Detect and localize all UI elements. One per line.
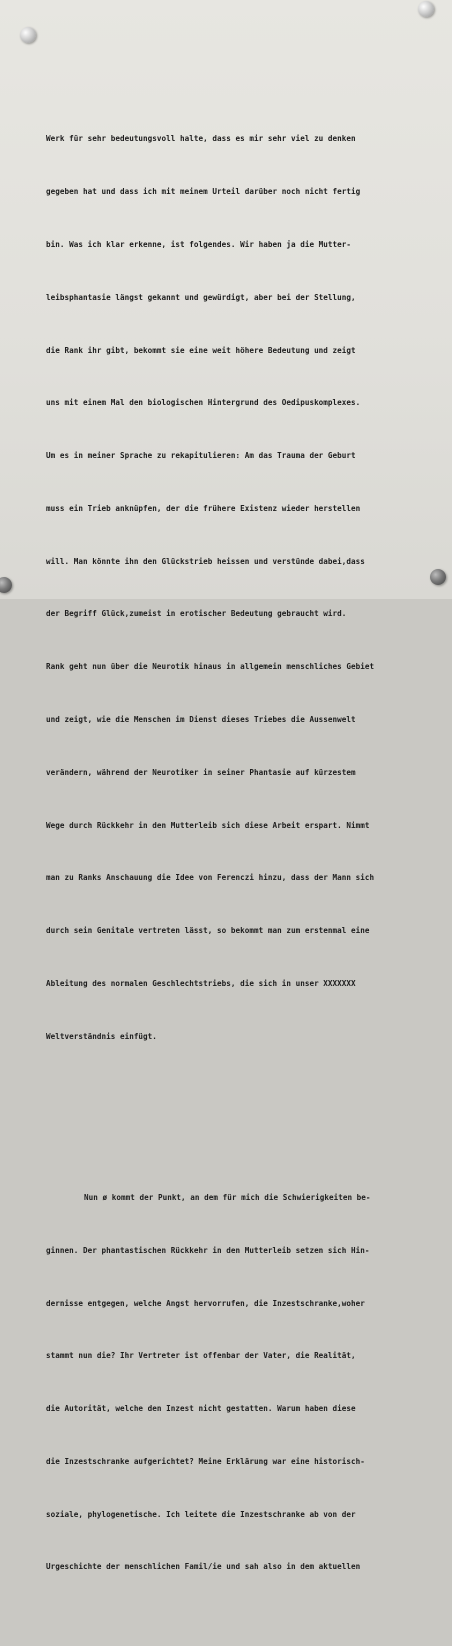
text-line: ginnen. Der phantastischen Rückkehr in den Mutterleib setzen sich Hin- — [46, 1245, 370, 1255]
text-line: uns mit einem Mal den biologischen Hintergrund des Oedipuskomplexes. — [46, 398, 361, 408]
text-line: soziale, phylogenetische. Ich leitete die Inzestschranke ab von der — [46, 1509, 356, 1519]
text-line: Rank geht nun über die Neurotik hinaus in allgemein menschliches Gebiet — [46, 662, 375, 672]
text-line: Wege durch Rückkehr in den Mutterleib sich diese Arbeit erspart. Nimmt — [46, 820, 370, 830]
text-line: Weltverständnis einfügt. — [46, 1031, 157, 1041]
text-line: die Inzestschranke aufgerichtet? Meine Erklärung war eine historisch- — [46, 1456, 365, 1466]
text-line: die Autorität, welche den Inzest nicht gestatten. Warum haben diese — [46, 1404, 356, 1414]
text-line: durch sein Genitale vertreten lässt, so bekommt man zum erstenmal eine — [46, 926, 370, 936]
text-line: und zeigt, wie die Menschen im Dienst dieses Triebes die Aussenwelt — [46, 714, 356, 724]
text-line: muss ein Trieb anknüpfen, der die frühere Existenz wieder herstellen — [46, 503, 361, 513]
text-line: stammt nun die? Ihr Vertreter ist offenbar der Vater, die Realität, — [46, 1351, 356, 1361]
thumbtack-bottom-left — [0, 577, 12, 593]
text-line: Um es in meiner Sprache zu rekapitulieren: Am das Trauma der Geburt — [46, 451, 356, 461]
text-line: bin. Was ich klar erkenne, ist folgendes. Wir haben ja die Mutter- — [46, 239, 352, 249]
text-line: der Begriff Glück,zumeist in erotischer Bedeutung gebraucht wird. — [46, 609, 347, 619]
paragraph-2 — [46, 1154, 436, 1611]
typewritten-text — [46, 60, 436, 1646]
paragraph-1 — [46, 95, 436, 1080]
text-line: dernisse entgegen, welche Angst hervorrufen, die Inzestschranke,woher — [46, 1298, 365, 1308]
text-line: Urgeschichte der menschlichen Famil/ie und sah also in dem aktuellen — [46, 1562, 361, 1572]
text-line: Ableitung des normalen Geschlechtstriebs, die sich in unser XXXXXXX — [46, 978, 356, 988]
text-line: gegeben hat und dass ich mit meinem Urteil darüber noch nicht fertig — [46, 187, 361, 197]
text-line: Nun ø kommt der Punkt, an dem für mich die Schwierigkeiten be- — [84, 1193, 371, 1202]
thumbtack-top-left — [20, 27, 36, 43]
text-line: die Rank ihr gibt, bekommt sie eine weit höhere Bedeutung und zeigt — [46, 345, 356, 355]
text-line: Werk für sehr bedeutungsvoll halte, dass es mir sehr viel zu denken — [46, 134, 356, 144]
text-line: man zu Ranks Anschauung die Idee von Ferenczi hinzu, dass der Mann sich — [46, 873, 375, 883]
thumbtack-top-right — [418, 1, 434, 17]
text-line: will. Man könnte ihn den Glückstrieb heissen und verstünde dabei,dass — [46, 556, 365, 566]
text-line: verändern, während der Neurotiker in seiner Phantasie auf kürzestem — [46, 767, 356, 777]
text-line: leibsphantasie längst gekannt und gewürdigt, aber bei der Stellung, — [46, 292, 356, 302]
